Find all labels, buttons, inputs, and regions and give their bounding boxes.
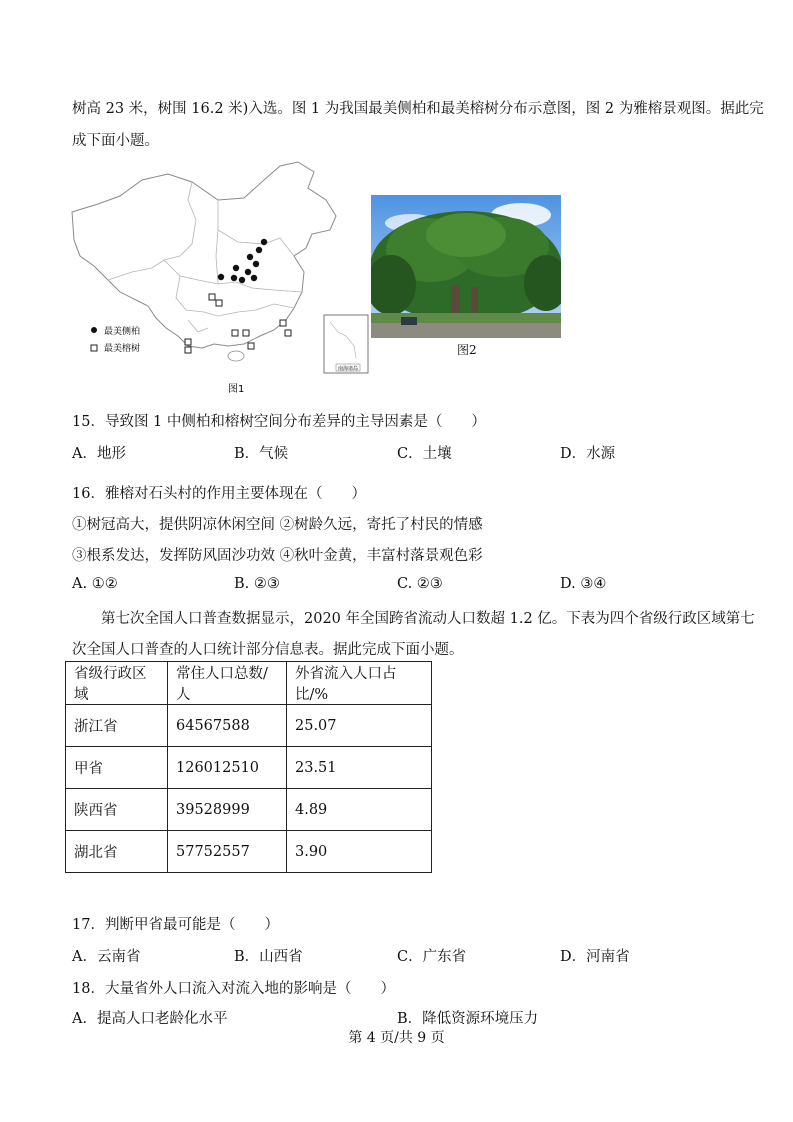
intro-text-line2: 成下面小题。	[72, 133, 159, 149]
q15-option-b: B．气候	[234, 446, 289, 462]
table-header-cell: 常住人口总数/人	[168, 662, 287, 705]
inset-label: 南海诸岛	[338, 366, 359, 372]
legend-cypress-label: 最美侧柏	[104, 327, 141, 337]
table-cell: 57752557	[168, 831, 287, 873]
table-cell: 湖北省	[66, 831, 168, 873]
q17-option-c: C．广东省	[397, 949, 467, 965]
q16-option-d: D. ③④	[560, 576, 607, 592]
china-map-svg	[68, 160, 370, 398]
legend-banyan-symbol	[91, 345, 97, 351]
table-cell: 39528999	[168, 789, 287, 831]
china-outline	[72, 162, 336, 348]
q16-option-b: B. ②③	[234, 576, 280, 592]
figure1-caption: 图1	[228, 384, 245, 395]
q17-option-d: D．河南省	[560, 949, 630, 965]
table-cell: 陕西省	[66, 789, 168, 831]
table-cell: 23.51	[287, 747, 432, 789]
q18-stem: 18．大量省外人口流入对流入地的影响是（ ）	[72, 981, 395, 997]
q16-statements-2: ③根系发达，发挥防风固沙功效 ④秋叶金黄，丰富村落景观色彩	[72, 548, 483, 564]
banyan-photo	[371, 195, 561, 338]
population-table	[65, 661, 432, 873]
table-row	[66, 705, 432, 747]
table-row	[66, 747, 432, 789]
table-row	[66, 831, 432, 873]
page-footer: 第 4 页/共 9 页	[348, 1030, 445, 1046]
figure2	[371, 195, 561, 357]
q18-option-a: A．提高人口老龄化水平	[72, 1011, 228, 1027]
figure1-map	[68, 160, 370, 398]
legend-cypress-symbol	[91, 327, 97, 333]
q15-option-a: A．地形	[72, 446, 126, 462]
q18-option-b: B．降低资源环境压力	[397, 1011, 539, 1027]
legend-banyan-label: 最美榕树	[104, 344, 141, 354]
q16-statements-1: ①树冠高大，提供阴凉休闲空间 ②树龄久远，寄托了村民的情感	[72, 517, 483, 533]
table-cell: 浙江省	[66, 705, 168, 747]
q17-option-a: A．云南省	[72, 949, 141, 965]
table-cell: 4.89	[287, 789, 432, 831]
table-cell: 3.90	[287, 831, 432, 873]
table-cell: 25.07	[287, 705, 432, 747]
table-header-cell: 省级行政区域	[66, 662, 168, 705]
q17-option-b: B．山西省	[234, 949, 303, 965]
table-cell: 64567588	[168, 705, 287, 747]
table-header-cell: 外省流入人口占比/%	[287, 662, 432, 705]
q15-option-c: C．土壤	[397, 446, 452, 462]
q17-stem: 17．判断甲省最可能是（ ）	[72, 917, 279, 933]
q16-option-a: A. ①②	[72, 576, 118, 592]
figure2-caption: 图2	[457, 343, 477, 357]
table-cell: 126012510	[168, 747, 287, 789]
passage2-line1: 第七次全国人口普查数据显示，2020 年全国跨省流动人口数超 1.2 亿。下表为四个省级行政区域第七	[101, 611, 755, 627]
table-header-row	[66, 662, 432, 705]
q15-option-d: D．水源	[560, 446, 616, 462]
q15-stem: 15．导致图 1 中侧柏和榕树空间分布差异的主导因素是（ ）	[72, 414, 486, 430]
q16-option-c: C. ②③	[397, 576, 443, 592]
table-cell: 甲省	[66, 747, 168, 789]
q16-stem: 16．雅榕对石头村的作用主要体现在（ ）	[72, 486, 366, 502]
passage2-line2: 次全国人口普查的人口统计部分信息表。据此完成下面小题。	[72, 642, 464, 658]
table-row	[66, 789, 432, 831]
intro-text-line1: 树高 23 米，树围 16.2 米)入选。图 1 为我国最美侧柏和最美榕树分布示意图，图 2 为雅榕景观图。据此完	[72, 101, 764, 117]
